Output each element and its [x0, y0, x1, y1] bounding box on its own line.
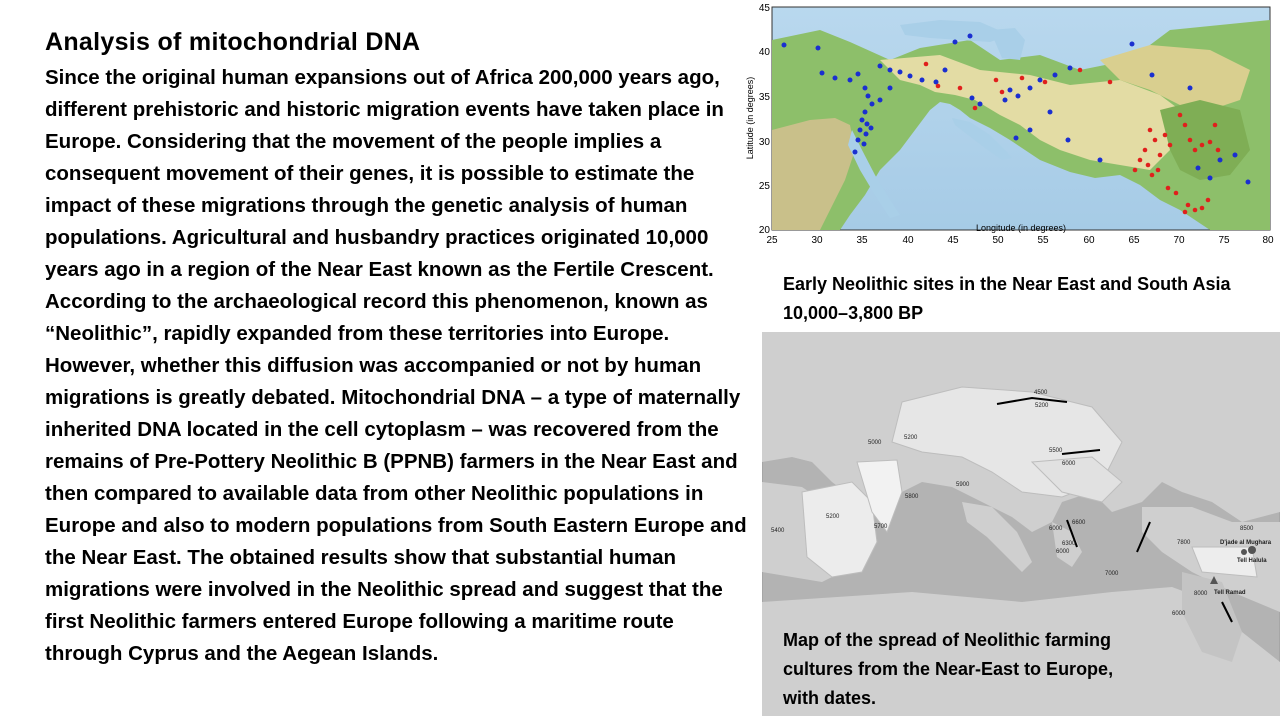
date-label: 5200	[904, 435, 918, 441]
x-tick: 45	[947, 235, 959, 245]
x-tick: 40	[902, 235, 914, 245]
y-axis	[759, 3, 771, 236]
x-tick: 60	[1083, 235, 1095, 245]
x-tick: 35	[856, 235, 868, 245]
y-tick: 30	[758, 137, 770, 148]
x-axis-label: Longitude (in degrees)	[975, 223, 1067, 233]
near-east-map-caption: Early Neolithic sites in the Near East and South Asia 10,000–3,800 BP	[783, 274, 1231, 323]
site-marker	[1248, 546, 1256, 554]
site-label: Tell Ramad	[1214, 590, 1246, 596]
site-marker	[1241, 549, 1247, 555]
site-label: D'jade al Mughara	[1220, 540, 1272, 546]
y-tick: 25	[758, 181, 770, 192]
site-label: Tell Halula	[1237, 558, 1267, 564]
y-tick: 20	[758, 225, 770, 236]
y-axis-label: Latitude (in degrees)	[745, 76, 755, 160]
neolithic-map-caption: Map of the spread of Neolithic farming cultures from the Near-East to Europe, with dates.	[783, 630, 1114, 708]
x-tick: 30	[811, 235, 823, 245]
x-axis	[766, 235, 1274, 245]
near-east-sites-map	[740, 0, 1280, 245]
date-label: 5400	[771, 528, 785, 534]
date-label: 8000	[1194, 591, 1208, 597]
x-tick: 70	[1173, 235, 1185, 245]
x-tick: 50	[992, 235, 1004, 245]
slide-title: Analysis of mitochondrial DNA	[45, 28, 421, 56]
date-label: 5700	[874, 524, 888, 530]
date-label: 6600	[1072, 520, 1086, 526]
x-tick: 80	[1262, 235, 1274, 245]
x-tick: 75	[1218, 235, 1230, 245]
date-label: 5900	[956, 482, 970, 488]
date-label: 6300	[1062, 541, 1076, 547]
x-tick: 65	[1128, 235, 1140, 245]
y-tick: 35	[758, 92, 770, 103]
date-label: 5200	[1035, 403, 1049, 409]
date-label: 6000	[1049, 526, 1063, 532]
slide-body-text: Since the original human expansions out of Africa 200,000 years ago, different prehistoric and historic migration events have taken place in Europe. Considering that the movement of the people implies a consequent movement of their genes, it is possible to estimate the impact of these migrations through the genetic analysis of human populations. Agricultural and husbandry practices originated 10,000 years ago in a region of the Near East known as the Fertile Crescent. According to the archaeological record this phenomenon, known as “Neolithic”, rapidly expanded from these territories into Europe. However, whether this diffusion was accompanied or not by human migrations is greatly debated. Mitochondrial DNA – a type of maternally inherited DNA located in the cell cytoplasm – was recovered from the remains of Pre-Pottery Neolithic B (PPNB) farmers in the Near East and then compared to available data from other Neolithic populations in Europe and also to modern populations from South Eastern Europe and the Near East. The obtained results show that substantial human migrations were involved in the Neolithic spread and suggest that the first Neolithic farmers entered Europe following a maritime route through Cyprus and the Aegean Islands.	[45, 66, 747, 665]
date-label: 6000	[1056, 549, 1070, 555]
date-label: 5200	[826, 514, 840, 520]
date-label: 7800	[1177, 540, 1191, 546]
date-label: 5500	[1049, 448, 1063, 454]
y-tick: 40	[758, 47, 770, 58]
date-label: 7000	[1105, 571, 1119, 577]
date-label: 5800	[905, 494, 919, 500]
date-label: 6000	[1172, 611, 1186, 617]
date-label: 5000	[868, 440, 882, 446]
x-tick: 25	[766, 235, 778, 245]
date-label: 4500	[1034, 390, 1048, 396]
x-tick: 55	[1037, 235, 1049, 245]
date-label: 6000	[1062, 461, 1076, 467]
date-label: 8500	[1240, 526, 1254, 532]
y-tick: 45	[758, 3, 770, 14]
